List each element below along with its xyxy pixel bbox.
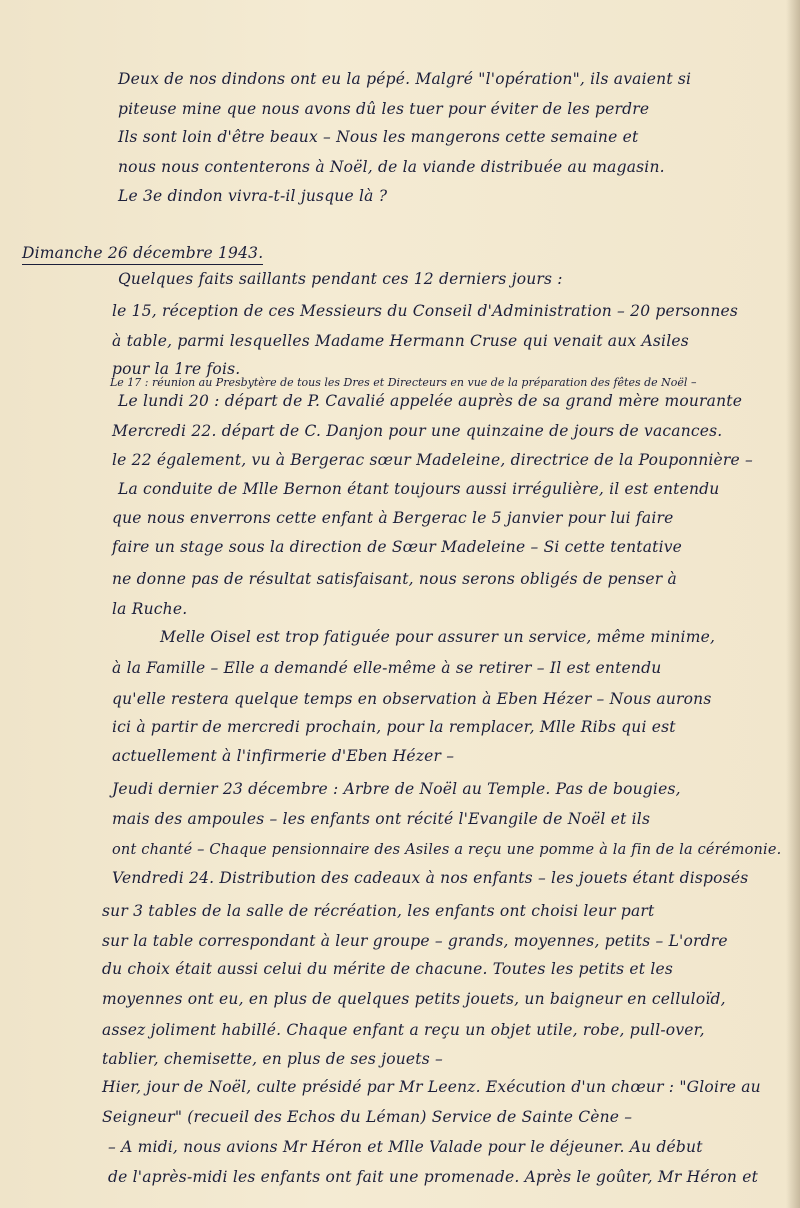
entry2-line-7: Mercredi 22. départ de C. Danjon pour une quinzaine de jours de vacances. [112, 422, 723, 440]
entry2-line-25: du choix était aussi celui du mérite de chacune. Toutes les petits et les [102, 960, 674, 978]
entry2-line-22: Vendredi 24. Distribution des cadeaux à nos enfants – les jouets étant disposés [112, 869, 749, 887]
entry2-line-11: faire un stage sous la direction de Sœur Madeleine – Si cette tentative [112, 538, 683, 556]
entry1-line-3: Ils sont loin d'être beaux – Nous les mangerons cette semaine et [118, 128, 639, 146]
entry2-line-20: mais des ampoules – les enfants ont récité l'Evangile de Noël et ils [112, 810, 651, 828]
entry2-line-32: de l'après-midi les enfants ont fait une promenade. Après le goûter, Mr Héron et [108, 1168, 758, 1186]
entry2-line-17: ici à partir de mercredi prochain, pour la remplacer, Mlle Ribs qui est [112, 718, 676, 736]
entry2-line-10: que nous enverrons cette enfant à Bergerac le 5 janvier pour lui faire [112, 509, 674, 527]
entry2-line-4: pour la 1re fois. [112, 360, 241, 378]
entry2-line-2: le 15, réception de ces Messieurs du Conseil d'Administration – 20 personnes [112, 302, 739, 320]
entry2-line-31: – A midi, nous avions Mr Héron et Mlle Valade pour le déjeuner. Au début [108, 1138, 703, 1156]
entry2-line-5: Le 17 : réunion au Presbytère de tous les Dres et Directeurs en vue de la préparation des fêtes de Noël – [110, 376, 697, 389]
entry2-line-15: à la Famille – Elle a demandé elle-même à se retirer – Il est entendu [112, 659, 662, 677]
entry2-line-28: tablier, chemisette, en plus de ses jouets – [102, 1050, 443, 1068]
entry2-line-16: qu'elle restera quelque temps en observation à Eben Hézer – Nous aurons [112, 690, 712, 708]
entry-date-heading: Dimanche 26 décembre 1943. [22, 244, 263, 265]
entry1-line-1: Deux de nos dindons ont eu la pépé. Malgré "l'opération", ils avaient si [118, 70, 692, 88]
entry2-line-9: La conduite de Mlle Bernon étant toujours aussi irrégulière, il est entendu [118, 480, 720, 498]
entry2-line-12: ne donne pas de résultat satisfaisant, nous serons obligés de penser à [112, 570, 677, 588]
entry1-line-4: nous nous contenterons à Noël, de la viande distribuée au magasin. [118, 158, 665, 176]
entry2-line-13: la Ruche. [112, 600, 188, 618]
entry1-line-5: Le 3e dindon vivra-t-il jusque là ? [118, 187, 388, 205]
entry2-line-19: Jeudi dernier 23 décembre : Arbre de Noël au Temple. Pas de bougies, [112, 780, 681, 798]
entry2-line-30: Seigneur" (recueil des Echos du Léman) Service de Sainte Cène – [102, 1108, 633, 1126]
entry2-line-8: le 22 également, vu à Bergerac sœur Madeleine, directrice de la Pouponnière – [112, 451, 753, 469]
entry2-line-1: Quelques faits saillants pendant ces 12 derniers jours : [118, 270, 563, 288]
entry2-line-27: assez joliment habillé. Chaque enfant a reçu un objet utile, robe, pull-over, [102, 1021, 705, 1039]
entry2-line-21: ont chanté – Chaque pensionnaire des Asiles a reçu une pomme à la fin de la cérémonie. [112, 842, 782, 858]
entry1-line-2: piteuse mine que nous avons dû les tuer pour éviter de les perdre [118, 100, 650, 118]
entry2-line-14: Melle Oisel est trop fatiguée pour assurer un service, même minime, [160, 628, 716, 646]
entry2-line-18: actuellement à l'infirmerie d'Eben Hézer – [112, 747, 455, 765]
entry2-line-24: sur la table correspondant à leur groupe – grands, moyennes, petits – L'ordre [102, 932, 728, 950]
entry2-line-6: Le lundi 20 : départ de P. Cavalié appelée auprès de sa grand mère mourante [118, 392, 743, 410]
entry2-line-3: à table, parmi lesquelles Madame Hermann Cruse qui venait aux Asiles [112, 332, 689, 350]
entry2-line-23: sur 3 tables de la salle de récréation, les enfants ont choisi leur part [102, 902, 655, 920]
entry2-line-26: moyennes ont eu, en plus de quelques petits jouets, un baigneur en celluloïd, [102, 990, 726, 1008]
entry2-line-29: Hier, jour de Noël, culte présidé par Mr Leenz. Exécution d'un chœur : "Gloire au [102, 1078, 761, 1096]
